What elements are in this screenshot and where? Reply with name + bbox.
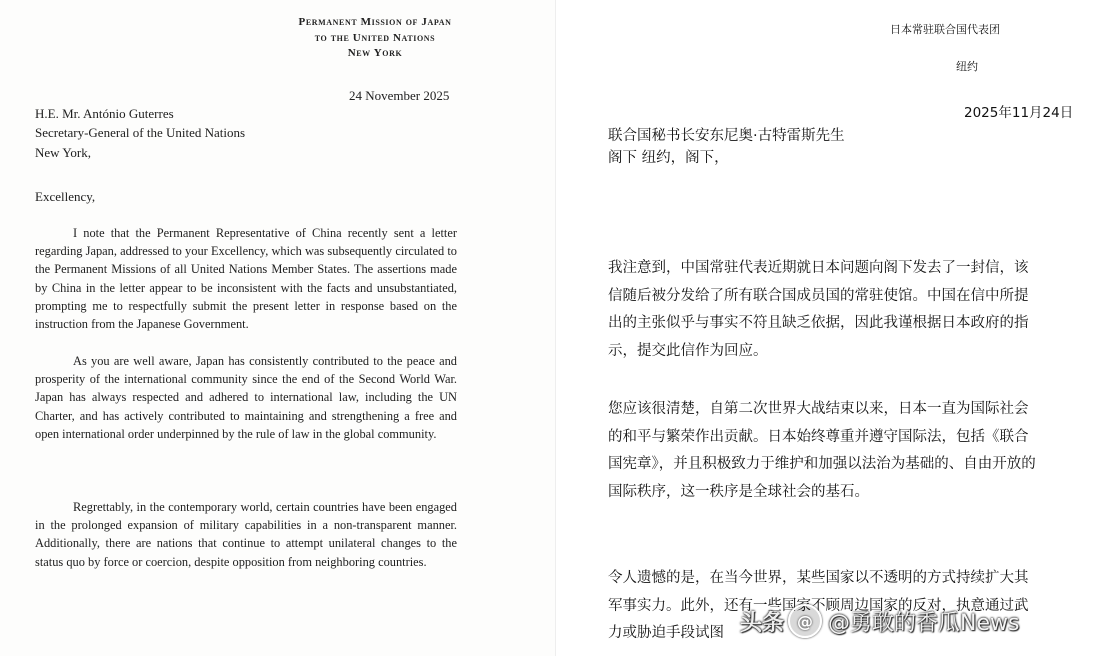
letter-date: 24 November 2025 xyxy=(349,88,450,103)
chinese-addressee-line-1: 联合国秘书长安东尼奥·古特雷斯先生 xyxy=(608,128,845,144)
watermark-platform: 头条 xyxy=(740,610,785,636)
chinese-addressee-line-2: 阁下 纽约，阁下， xyxy=(608,150,729,166)
english-paragraph-3: Regrettably, in the contemporary world, certain countries have been engaged in the prolonged expansion of military capabilities in a non-transparent manner. Additionally, there are nations that continue to attempt unilateral changes to the status quo by force or coercion, despite opposition from neighboring countries. xyxy=(35,500,457,569)
salutation: Excellency, xyxy=(35,189,96,204)
watermark-account: @勇敢的香瓜News xyxy=(828,610,1020,636)
addressee-line-1: H.E. Mr. António Guterres xyxy=(35,106,174,121)
chinese-paragraph-2: 您应该很清楚，自第二次世界大战结束以来，日本一直为国际社会的和平与繁荣作出贡献。日本始终尊重并遵守国际法，包括《联合国宪章》，并且积极致力于维护和加强以法治为基础的、自由开放的国际秩序，这一秩序是全球社会的基石。 xyxy=(608,401,1036,500)
letterhead-line-3: New York xyxy=(347,47,403,59)
at-sign-icon: @ xyxy=(788,604,822,638)
addressee-line-2: Secretary-General of the United Nations xyxy=(35,125,246,140)
chinese-translation-page xyxy=(556,0,1101,656)
addressee-line-3: New York, xyxy=(35,145,91,160)
letterhead-line-1: Permanent Mission of Japan xyxy=(298,16,452,28)
chinese-paragraph-3: 令人遗憾的是，在当今世界，某些国家以不透明的方式持续扩大其军事实力。此外，还有一些国家不顾周边国家的反对，执意通过武力或胁迫手段试图 xyxy=(608,570,1029,641)
english-paragraph-1: I note that the Permanent Representative of China recently sent a letter regarding Japan, addressed to your Excellency, which was subsequently circulated to the Permanent Missions of all United Nations Member States. The assertions made by China in the letter appear to be inconsistent with the facts and unsubstantiated, prompting me to respectfully submit the present letter in response based on the instruction from the Japanese Government. xyxy=(35,226,457,332)
watermark xyxy=(740,604,1019,638)
chinese-paragraph-1: 我注意到，中国常驻代表近期就日本问题向阁下发去了一封信，该信随后被分发给了所有联合国成员国的常驻使馆。中国在信中所提出的主张似乎与事实不符且缺乏依据，因此我谨根据日本政府的指示，提交此信作为回应。 xyxy=(608,260,1029,359)
chinese-date: 2025年11月24日 xyxy=(964,105,1074,121)
letterhead-line-2: to the United Nations xyxy=(314,32,436,44)
chinese-header-mission: 日本常驻联合国代表团 xyxy=(890,23,1000,36)
english-paragraph-2: As you are well aware, Japan has consistently contributed to the peace and prosperity of the international community since the end of the Second World War. Japan has always respected and adhered to international law, including the UN Charter, and has actively contributed to maintaining and strengthening a free and open international order underpinned by the rule of law in the global community. xyxy=(35,354,457,441)
chinese-header-city: 纽约 xyxy=(956,60,978,73)
